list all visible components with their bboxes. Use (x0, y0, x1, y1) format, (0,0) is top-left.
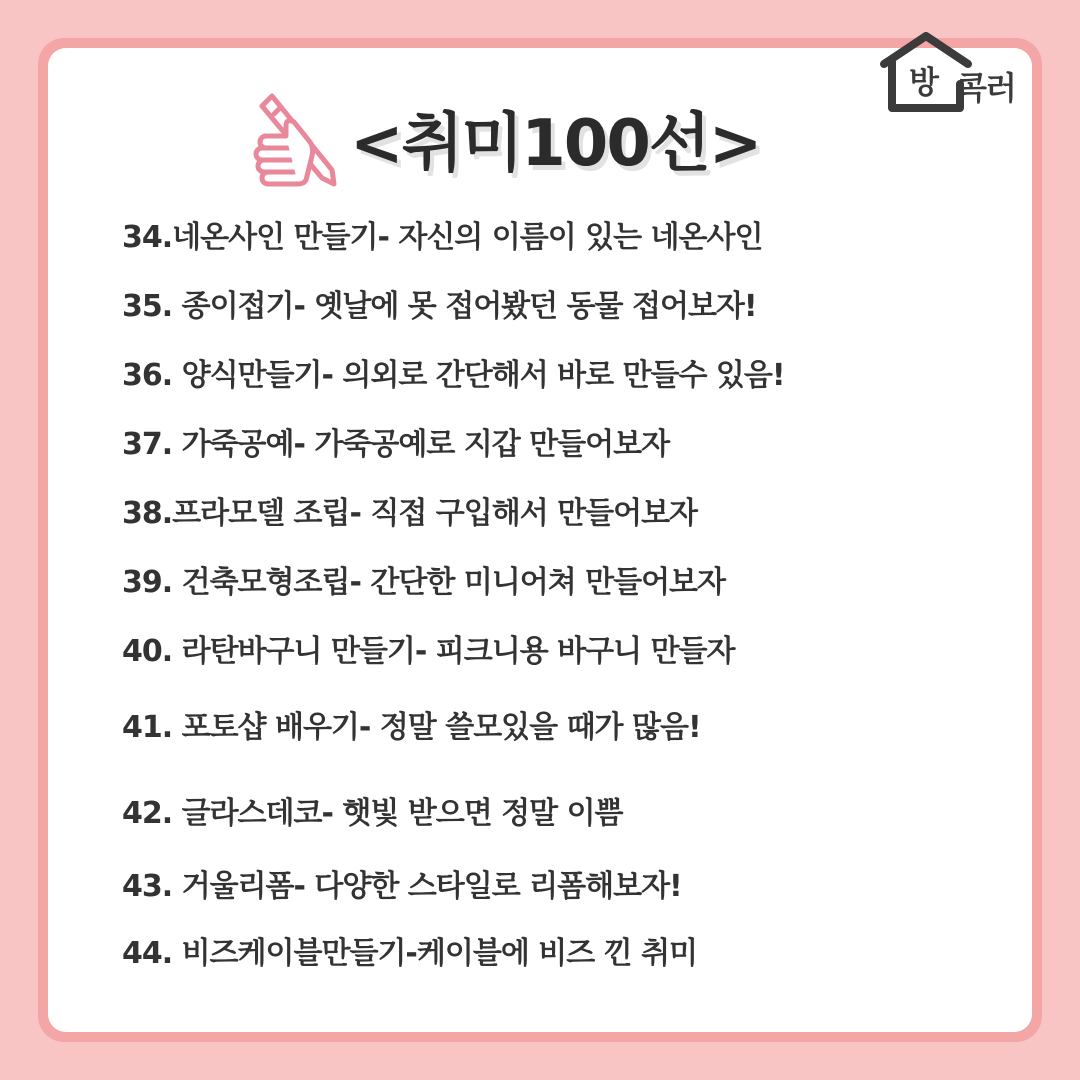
list-item: 44. 비즈케이블만들기-케이블에 비즈 낀 취미 (122, 936, 698, 971)
logo-house-text: 방 (909, 65, 939, 101)
list-item: 42. 글라스데코- 햇빛 받으면 정말 이쁨 (122, 796, 623, 831)
list-item: 36. 양식만들기- 의외로 간단해서 바로 만들수 있음! (122, 358, 785, 393)
title-row (250, 92, 810, 202)
logo-side-text: 콕러 (956, 69, 1016, 107)
brand-logo (878, 32, 1053, 116)
list-item: 39. 건축모형조립- 간단한 미니어쳐 만들어보자 (122, 565, 726, 600)
list-item: 43. 거울리폼- 다양한 스타일로 리폼해보자! (122, 869, 682, 904)
list-item: 35. 종이접기- 옛날에 못 접어봤던 동물 접어보자! (122, 289, 757, 324)
list-item: 38.프라모델 조립- 직접 구입해서 만들어보자 (122, 496, 698, 531)
list-item: 40. 라탄바구니 만들기- 피크니용 바구니 만들자 (122, 634, 735, 669)
list-item: 41. 포토샵 배우기- 정말 쓸모있을 때가 많음! (122, 710, 701, 745)
list-item: 34.네온사인 만들기- 자신의 이름이 있는 네온사인 (122, 220, 763, 255)
hand-holding-pen-icon (250, 92, 346, 192)
page-title: <취미100선> (350, 107, 761, 181)
list-item: 37. 가죽공예- 가죽공예로 지갑 만들어보자 (122, 427, 670, 462)
